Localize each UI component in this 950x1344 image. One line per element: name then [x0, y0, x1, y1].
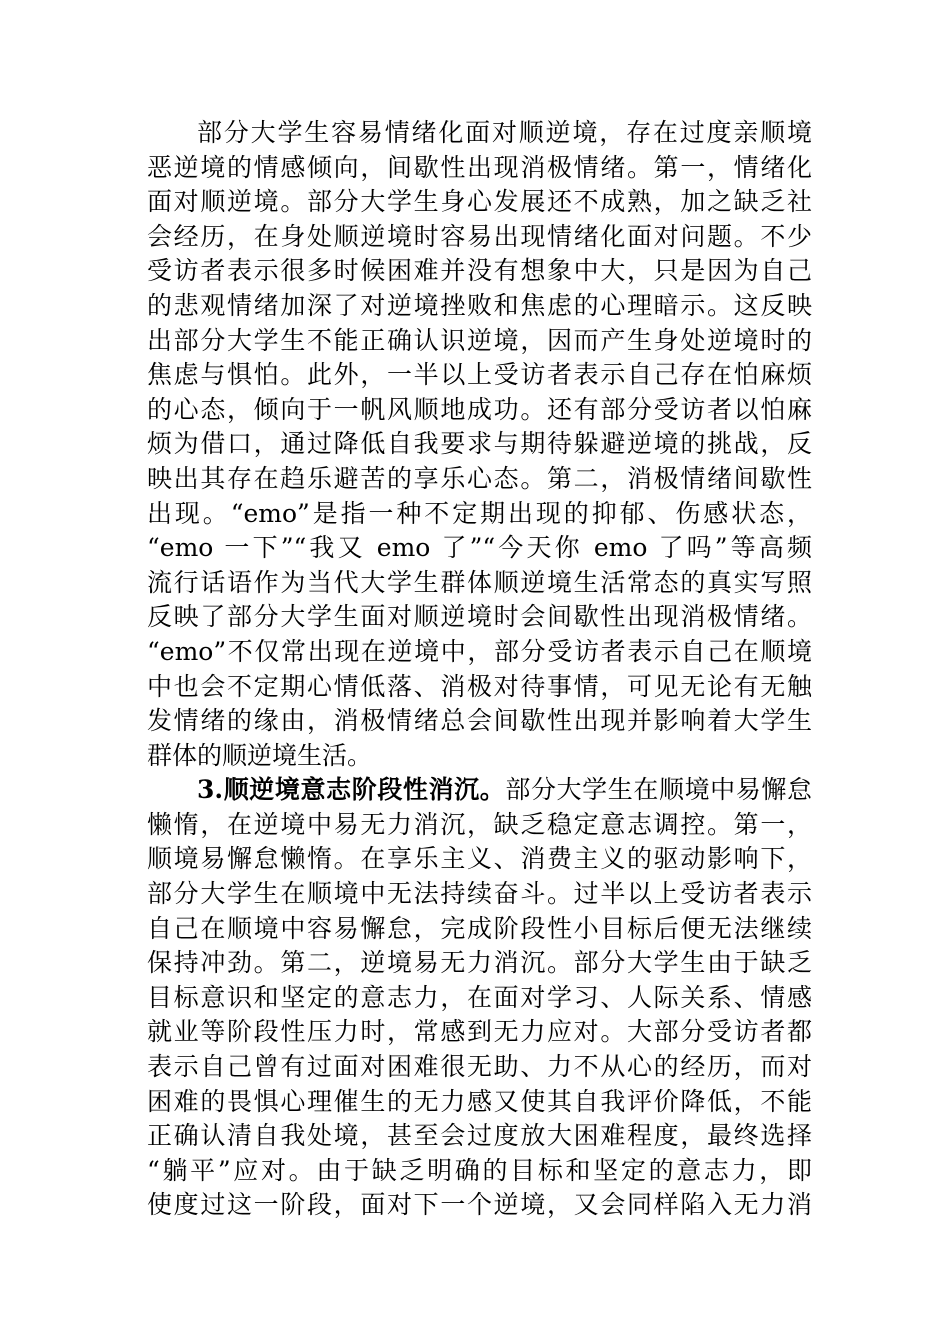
document-body — [147, 116, 812, 1223]
text-line: 表示自己曾有过面对困难很无助、力不从心的经历，而对 — [147, 1052, 812, 1082]
text-line: 出现。“emo”是指一种不定期出现的抑郁、伤感状态， — [147, 498, 812, 528]
text-line: 映出其存在趋乐避苦的享乐心态。第二，消极情绪间歇性 — [147, 463, 812, 493]
text-line: 焦虑与惧怕。此外，一半以上受访者表示自己存在怕麻烦 — [147, 360, 812, 390]
text-line: 会经历，在身处顺逆境时容易出现情绪化面对问题。不少 — [147, 221, 812, 251]
text-line: 就业等阶段性压力时，常感到无力应对。大部分受访者都 — [147, 1017, 812, 1047]
text-line: 顺境易懈怠懒惰。在享乐主义、消费主义的驱动影响下， — [147, 844, 812, 874]
text-line: 正确认清自我处境，甚至会过度放大困难程度，最终选择 — [147, 1121, 812, 1151]
text-line: 烦为借口，通过降低自我要求与期待躲避逆境的挑战，反 — [147, 429, 812, 459]
text-line: 困难的畏惧心理催生的无力感又使其自我评价降低，不能 — [147, 1086, 812, 1116]
text-segment: 部分大学生在顺境中易懈怠 — [505, 775, 812, 805]
text-line: 使度过这一阶段，面对下一个逆境，又会同样陷入无力消 — [147, 1190, 812, 1220]
text-line: 目标意识和坚定的意志力，在面对学习、人际关系、情感 — [147, 982, 812, 1012]
text-line: 面对顺逆境。部分大学生身心发展还不成熟，加之缺乏社 — [147, 187, 812, 217]
section-heading: 3.顺逆境意志阶段性消沉。 — [197, 775, 506, 805]
text-line: 部分大学生在顺境中无法持续奋斗。过半以上受访者表示 — [147, 879, 812, 909]
text-line: 恶逆境的情感倾向，间歇性出现消极情绪。第一，情绪化 — [147, 152, 812, 182]
text-line: 保持冲劲。第二，逆境易无力消沉。部分大学生由于缺乏 — [147, 948, 812, 978]
text-line: 受访者表示很多时候困难并没有想象中大，只是因为自己 — [147, 256, 812, 286]
text-line: 中也会不定期心情低落、消极对待事情，可见无论有无触 — [147, 671, 812, 701]
text-line: 出部分大学生不能正确认识逆境，因而产生身处逆境时的 — [147, 325, 812, 355]
text-line: 流行话语作为当代大学生群体顺逆境生活常态的真实写照 — [147, 567, 812, 597]
text-line: 自己在顺境中容易懈怠，完成阶段性小目标后便无法继续 — [147, 913, 812, 943]
text-line: 懒惰，在逆境中易无力消沉，缺乏稳定意志调控。第一， — [147, 809, 812, 839]
text-line: “emo 一下”“我又 emo 了”“今天你 emo 了吗”等高频 — [147, 533, 812, 563]
text-line: 的心态，倾向于一帆风顺地成功。还有部分受访者以怕麻 — [147, 394, 812, 424]
text-line: 反映了部分大学生面对顺逆境时会间歇性出现消极情绪。 — [147, 602, 812, 632]
text-line: 部分大学生容易情绪化面对顺逆境，存在过度亲顺境 — [197, 118, 812, 147]
paragraph-willpower — [147, 773, 812, 1223]
text-line: “躺平”应对。由于缺乏明确的目标和坚定的意志力，即 — [147, 1155, 812, 1185]
paragraph-emotion — [147, 116, 812, 773]
text-line-with-heading — [147, 773, 812, 808]
text-line: “emo”不仅常出现在逆境中，部分受访者表示自己在顺境 — [147, 636, 812, 666]
text-line: 群体的顺逆境生活。 — [147, 740, 373, 770]
text-line: 发情绪的缘由，消极情绪总会间歇性出现并影响着大学生 — [147, 706, 812, 736]
text-line: 的悲观情绪加深了对逆境挫败和焦虑的心理暗示。这反映 — [147, 290, 812, 320]
